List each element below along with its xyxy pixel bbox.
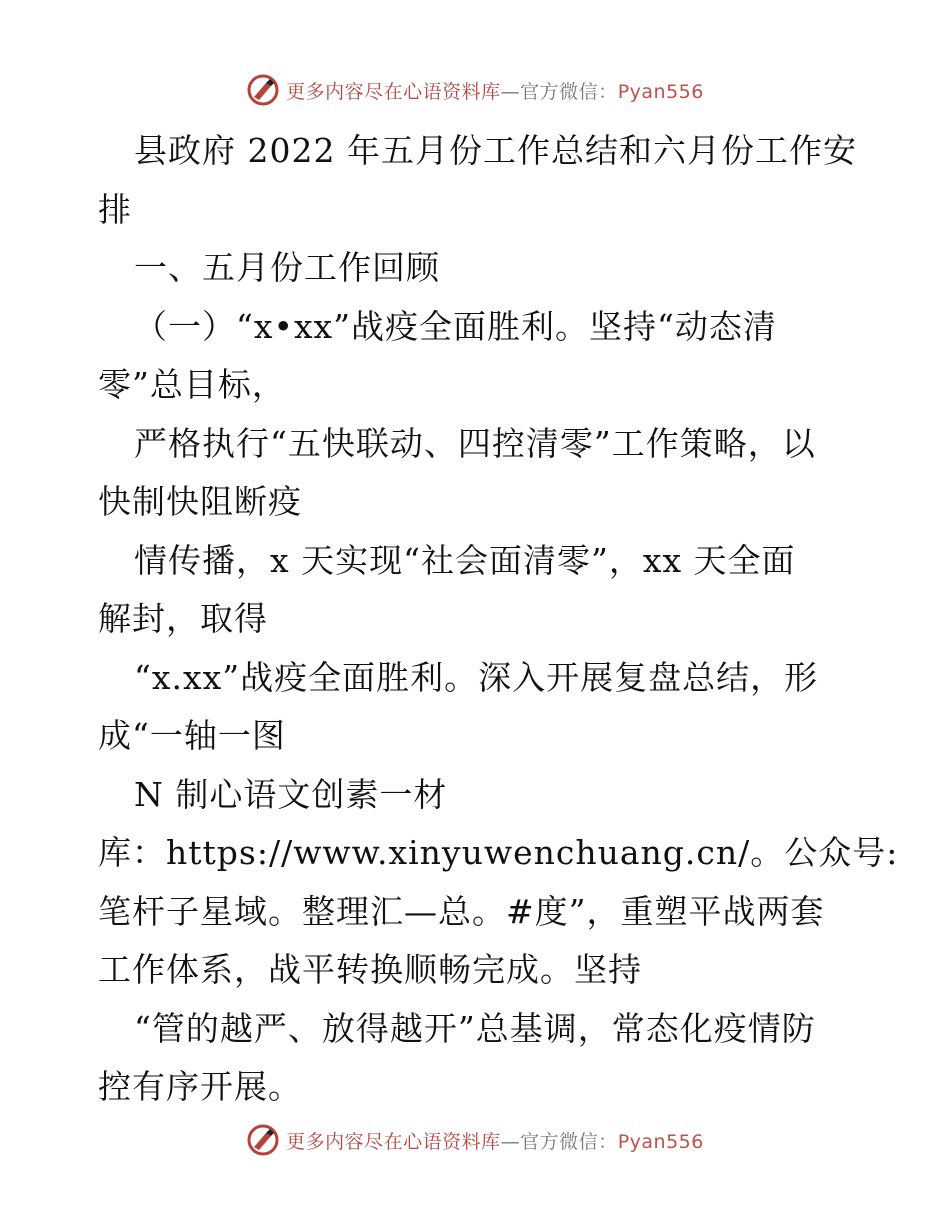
header-watermark-banner [0, 70, 950, 110]
banner-text-wechat: 官方微信： [520, 1130, 618, 1153]
banner-text-id: Pyan556 [617, 1130, 704, 1153]
banner-text-wechat: 官方微信： [520, 80, 618, 103]
paragraph-line: “x.xx”战疫全面胜利。深入开展复盘总结，形 [134, 657, 819, 697]
paragraph-line: “管的越严、放得越开”总基调，常态化疫情防 [134, 1008, 816, 1048]
paragraph-line: 工作体系，战平转换顺畅完成。坚持 [98, 950, 642, 989]
paragraph-line: 快制快阻断疫 [98, 482, 302, 521]
section-heading: 一、五月份工作回顾 [134, 248, 440, 287]
paragraph-line: 笔杆子星域。整理汇—总。#度”，重塑平战两套 [98, 891, 825, 931]
document-body [98, 122, 899, 1117]
banner-text-main: 更多内容尽在心语资料库 [286, 1130, 501, 1153]
paragraph-line: 严格执行“五快联动、四控清零”工作策略，以 [134, 423, 816, 463]
banner-text-id: Pyan556 [617, 80, 704, 103]
paragraph-line: 解封，取得 [98, 599, 268, 638]
banner-text-main: 更多内容尽在心语资料库 [286, 80, 501, 103]
doc-title-line-2: 排 [98, 189, 132, 229]
footer-banner-inner [246, 1123, 704, 1157]
paragraph-line: （一）“x•xx”战疫全面胜利。坚持“动态清 [134, 306, 777, 346]
paragraph-line-url: 库：https://www.xinyuwenchuang.cn/。公众号: [98, 833, 899, 872]
pen-nib-logo-icon [246, 1123, 280, 1157]
paragraph-line: 控有序开展。 [98, 1067, 302, 1106]
paragraph-line: 成“一轴一图 [98, 716, 286, 755]
paragraph-line: 零”总目标， [98, 365, 286, 404]
header-banner-inner [246, 73, 704, 107]
banner-text [286, 77, 704, 104]
paragraph-line: 情传播，x 天实现“社会面清零”，xx 天全面 [134, 540, 796, 580]
pen-nib-logo-icon [246, 73, 280, 107]
banner-text [286, 1127, 704, 1154]
footer-watermark-banner [0, 1120, 950, 1160]
banner-text-dash: — [500, 1130, 521, 1153]
paragraph-line: N 制心语文创素一材 [134, 774, 448, 814]
banner-text-dash: — [500, 80, 521, 103]
doc-title-line-1: 县政府 2022 年五月份工作总结和六月份工作安 [134, 131, 857, 170]
